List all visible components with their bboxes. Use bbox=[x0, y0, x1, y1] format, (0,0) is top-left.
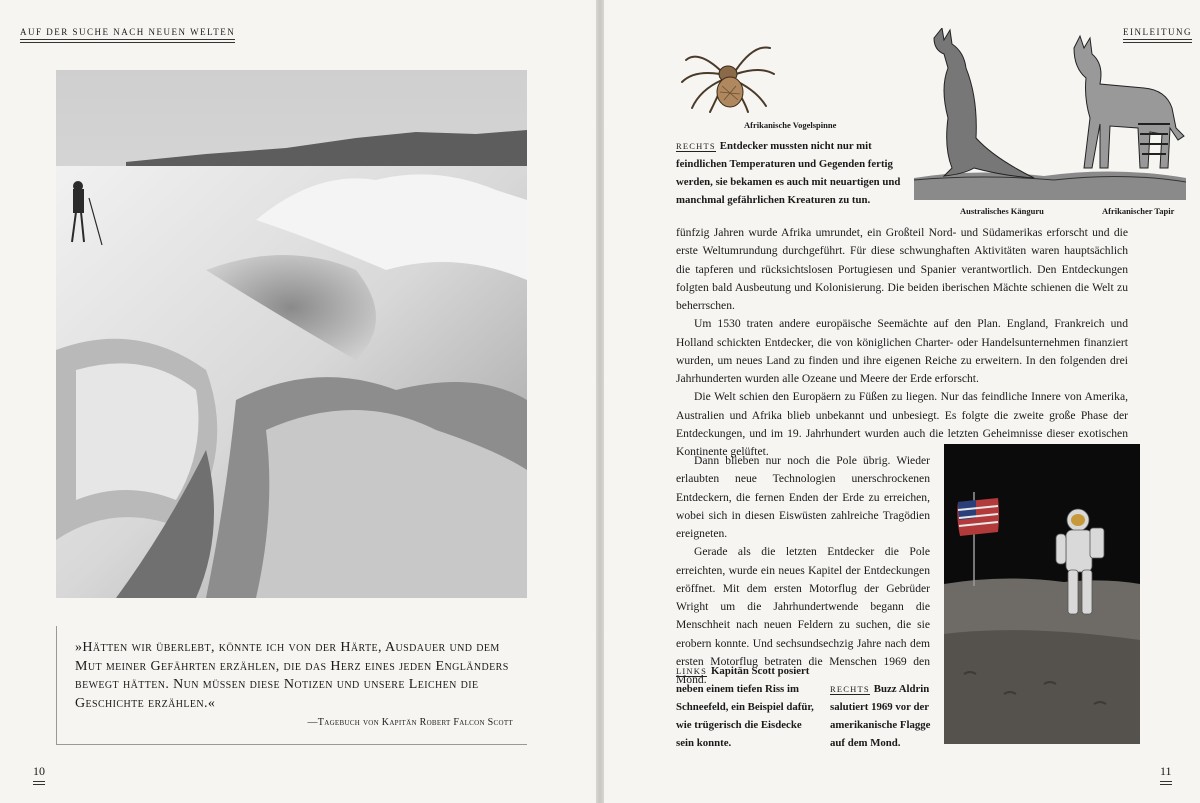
rechts-bottom-caption bbox=[830, 680, 938, 752]
running-head-left: AUF DER SUCHE NACH NEUEN WELTEN bbox=[20, 27, 235, 40]
top-right-caption bbox=[676, 137, 908, 209]
caption-text: Entdecker mussten nicht nur mit feindlichen Temperaturen und Gegenden fertig werden, sie bekamen es auch mit neuartigen und manchmal gefährlichen Kreaturen zu tun. bbox=[676, 140, 901, 206]
moon-landing-photo bbox=[944, 444, 1140, 744]
quote-attribution: —Tagebuch von Kapitän Robert Falcon Scott bbox=[307, 717, 513, 728]
caption-lead-rechts: RECHTS bbox=[830, 684, 870, 694]
body-paragraph-2: Um 1530 traten andere europäische Seemächte auf den Plan. England, Frankreich und Holland schickten Entdecker, die von königlichen Charter- oder Handelsunternehmen finanziert wurden, um neues Land zu finden und ihre eigenen Reiche zu erweitern. In den folgenden drei Jahrhunderten wurden alle Ozeane und Meere der Erde erforscht. bbox=[676, 317, 1128, 385]
caption-text: Kapitän Scott posiert neben einem tiefen Riss im Schneefeld, ein Beispiel dafür, wie trügerisch die Eisdecke sein konnte. bbox=[676, 665, 814, 749]
body-paragraph-4: Dann blieben nur noch die Pole übrig. Wieder erlaubten neue Technologien unerschrockenen Entdeckern, die fernen Enden der Erde zu erreichen, wobei sich in diesen Eiswüsten zahlreiche Tragödien ereigneten. bbox=[676, 454, 930, 540]
quote-box bbox=[56, 626, 527, 745]
tapir-caption: Afrikanischer Tapir bbox=[1102, 206, 1175, 216]
body-text-upper bbox=[676, 224, 1128, 461]
folio-right: 11 bbox=[1160, 764, 1172, 782]
spider-caption: Afrikanische Vogelspinne bbox=[744, 120, 837, 130]
kangaroo-tapir-engraving bbox=[914, 28, 1186, 200]
body-paragraph-5: Gerade als die letzten Entdecker die Pole erreichten, wurde ein neues Kapitel der Entdeckungen eröffnet. Mit dem ersten Motorflug der Gebrüder Wright um die Jahrhundertwende begann die Menschheit nach neuen Feldern zu suchen, die sie erobern konnte. Und sechsundsechzig Jahre nach dem ersten Motorflug betraten die Menschen 1969 den Mond. bbox=[676, 545, 930, 686]
running-head-right: EINLEITUNG bbox=[1123, 27, 1192, 40]
body-paragraph-1: fünfzig Jahren wurde Afrika umrundet, ein Großteil Nord- und Südamerikas erforscht und die erste Weltumrundung durchgeführt. Für diese schwunghaften Aktivitäten waren hauptsächlich die tapferen und rücksichtslosen Portugiesen und Spanier verantwortlich. Den Entdeckungen folgten bald Ausbeutung und Kolonisierung. Die beiden iberischen Mächte schienen die Welt zu beherrschen. bbox=[676, 226, 1128, 312]
spider-engraving bbox=[678, 30, 778, 114]
scott-quote: »Hätten wir überlebt, könnte ich von der Härte, Ausdauer und dem Mut meiner Gefährten erzählen, die das Herz eines jeden Engländers bewegt hätten. Nun müssen diese Notizen und unsere Leichen die Geschichte erzählen.« bbox=[75, 640, 509, 711]
links-caption bbox=[676, 662, 816, 752]
left-page bbox=[0, 0, 596, 803]
folio-left: 10 bbox=[33, 764, 45, 782]
caption-lead-links: LINKS bbox=[676, 666, 708, 676]
right-page bbox=[604, 0, 1200, 803]
book-gutter bbox=[596, 0, 604, 803]
body-text-lower bbox=[676, 452, 930, 689]
antarctic-photo bbox=[56, 70, 527, 598]
caption-text: Buzz Aldrin salutiert 1969 vor der amerikanische Flagge auf dem Mond. bbox=[830, 683, 931, 749]
body-paragraph-3: Die Welt schien den Europäern zu Füßen zu liegen. Nur das feindliche Innere von Amerika, Australien und Afrika blieb unbekannt und unbesiegt. Es folgte die zweite große Phase der Entdeckungen, und im 19. Jahrhundert wurden auch die letzten Geheimnisse dieser exotischen Kontinente gelüftet. bbox=[676, 390, 1128, 458]
kangaroo-caption: Australisches Känguru bbox=[960, 206, 1044, 216]
caption-lead-rechts: RECHTS bbox=[676, 141, 716, 151]
